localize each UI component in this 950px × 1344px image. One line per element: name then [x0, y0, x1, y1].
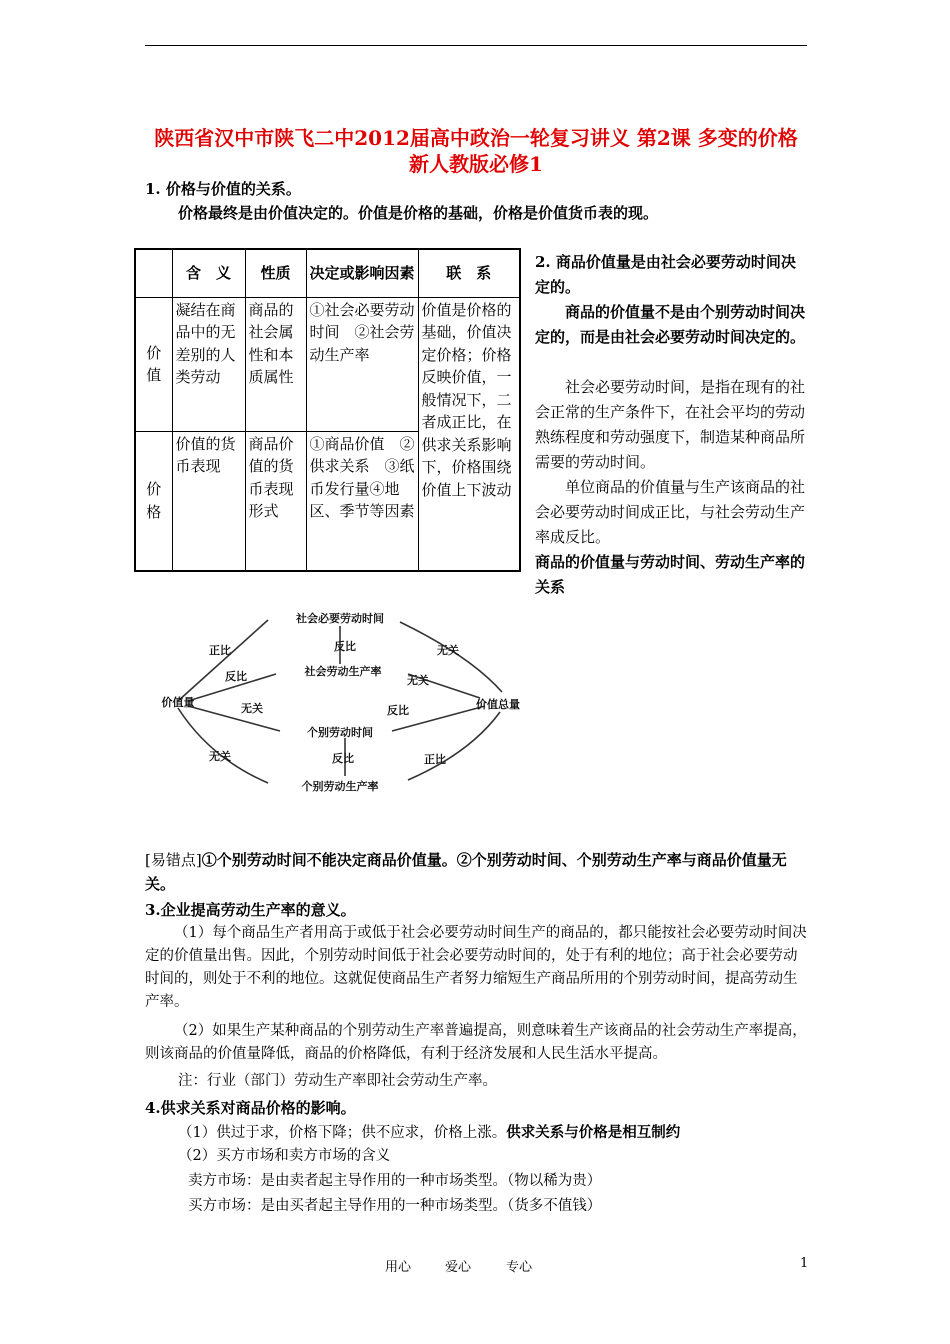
section-4-point-2: （2）买方市场和卖方市场的含义 [178, 1148, 391, 1164]
table-cell: 价值的货币表现 [172, 431, 245, 571]
node-snlt: 社会必要劳动时间 [296, 612, 384, 625]
edge-label: 反比 [334, 640, 356, 653]
table-corner-cell [135, 249, 172, 297]
section-3-heading: 3.企业提高劳动生产率的意义。 [145, 901, 356, 919]
table-header: 含 义 [172, 249, 245, 297]
table-header: 联 系 [418, 249, 520, 297]
edge-label: 无关 [437, 644, 459, 657]
section-2-paragraph-2: 单位商品的价值量与生产该商品的社会必要劳动时间成正比，与社会劳动生产率成反比。 [535, 478, 806, 546]
footer-word: 专心 [506, 1260, 533, 1275]
edge-label: 无关 [209, 750, 231, 763]
edge-label: 反比 [225, 670, 247, 683]
edge-label: 正比 [424, 753, 446, 766]
node-ilp: 个别劳动生产率 [301, 780, 379, 793]
section-3-paragraph-2: （2）如果生产某种商品的个别劳动生产率普遍提高，则意味着生产该商品的社会劳动生产率提高，则该商品的价值量降低，商品的价格降低，有利于经济发展和人民生活水平提高。 [145, 1023, 807, 1062]
table-header: 性质 [245, 249, 306, 297]
node-value: 价值量 [161, 696, 195, 709]
section-1-summary: 价格最终是由价值决定的。价值是价格的基础，价格是价值货币表的现。 [178, 204, 659, 222]
table-cell: 凝结在商品中的无差别的人类劳动 [172, 297, 245, 431]
top-rule [145, 45, 807, 46]
table-header: 决定或影响因素 [306, 249, 418, 297]
section-1-heading: 1. 价格与价值的关系。 [145, 180, 301, 198]
section-3-paragraph-1: （1）每个商品生产者用高于或低于社会必要劳动时间生产的商品的，都只能按社会必要劳动时间决定的价值量出售。因此，个别劳动时间低于社会必要劳动时间的，处于有利的地位；高于社会必要劳动时间的，则处于不利的地位。这就促使商品生产者努力缩短生产商品所用的个别劳动时间，提高劳动生产率。 [145, 925, 807, 1010]
footer-word: 爱心 [445, 1260, 472, 1275]
buyer-market: 买方市场：是由买者起主导作用的一种市场类型。（货多不值钱） [188, 1198, 602, 1214]
seller-market: 卖方市场：是由卖者起主导作用的一种市场类型。（物以稀为贵） [188, 1173, 602, 1189]
value-relation-diagram [140, 598, 530, 810]
mistake-label: [易错点] [145, 851, 202, 869]
table-cell: ①商品价值 ②供求关系 ③纸币发行量④地区、季节等因素 [306, 431, 418, 571]
node-ilt: 个别劳动时间 [307, 726, 373, 739]
mistake-point [145, 848, 810, 896]
table-cell: ①社会必要劳动时间 ②社会劳动生产率 [306, 297, 418, 431]
supply-demand-text: （1）供过于求，价格下降；供不应求，价格上涨。 [178, 1125, 507, 1141]
row-label: 价格 [135, 431, 172, 571]
supply-demand-bold: 供求关系与价格是相互制约 [506, 1124, 681, 1141]
section-2-bold-paragraph: 商品的价值量不是由个别劳动时间决定的，而是由社会必要劳动时间决定的。 [535, 303, 806, 346]
section-2-paragraph-1: 社会必要劳动时间，是指在现有的社会正常的生产条件下，在社会平均的劳动熟练程度和劳动强度下，制造某种商品所需要的劳动时间。 [535, 378, 806, 471]
diagram-subheading: 商品的价值量与劳动时间、劳动生产率的关系 [535, 553, 806, 596]
table-cell: 商品价值的货币表现形式 [245, 431, 306, 571]
relation-cell: 价值是价格的基础，价值决定价格；价格反映价值，一般情况下，二者成正比，在供求关系影响下，价格围绕价值上下波动 [418, 297, 520, 571]
edge-label: 无关 [241, 702, 263, 715]
section-4-heading: 4.供求关系对商品价格的影响。 [145, 1099, 356, 1117]
page-number: 1 [800, 1256, 809, 1271]
edge-label: 反比 [332, 752, 354, 765]
node-slp: 社会劳动生产率 [304, 665, 382, 678]
section-3-note: 注：行业（部门）劳动生产率即社会劳动生产率。 [178, 1073, 497, 1089]
edge-label: 正比 [209, 644, 231, 657]
section-4-point-1 [178, 1121, 680, 1145]
table-row [135, 297, 520, 431]
value-price-table [134, 248, 521, 572]
mistake-text: ①个别劳动时间不能决定商品价值量。②个别劳动时间、个别劳动生产率与商品价值量无关。 [145, 851, 787, 893]
edge-label: 无关 [407, 674, 429, 687]
section-2-heading: 2. 商品价值量是由社会必要劳动时间决定的。 [535, 253, 796, 296]
row-label: 价值 [135, 297, 172, 431]
edge-label: 反比 [387, 704, 409, 717]
footer-word: 用心 [385, 1260, 412, 1275]
document-title: 陕西省汉中市陕飞二中2012届高中政治一轮复习讲义 第2课 多变的价格 新人教版必修1 [154, 126, 798, 176]
table-cell: 商品的社会属性和本质属性 [245, 297, 306, 431]
node-total: 价值总量 [476, 698, 520, 711]
